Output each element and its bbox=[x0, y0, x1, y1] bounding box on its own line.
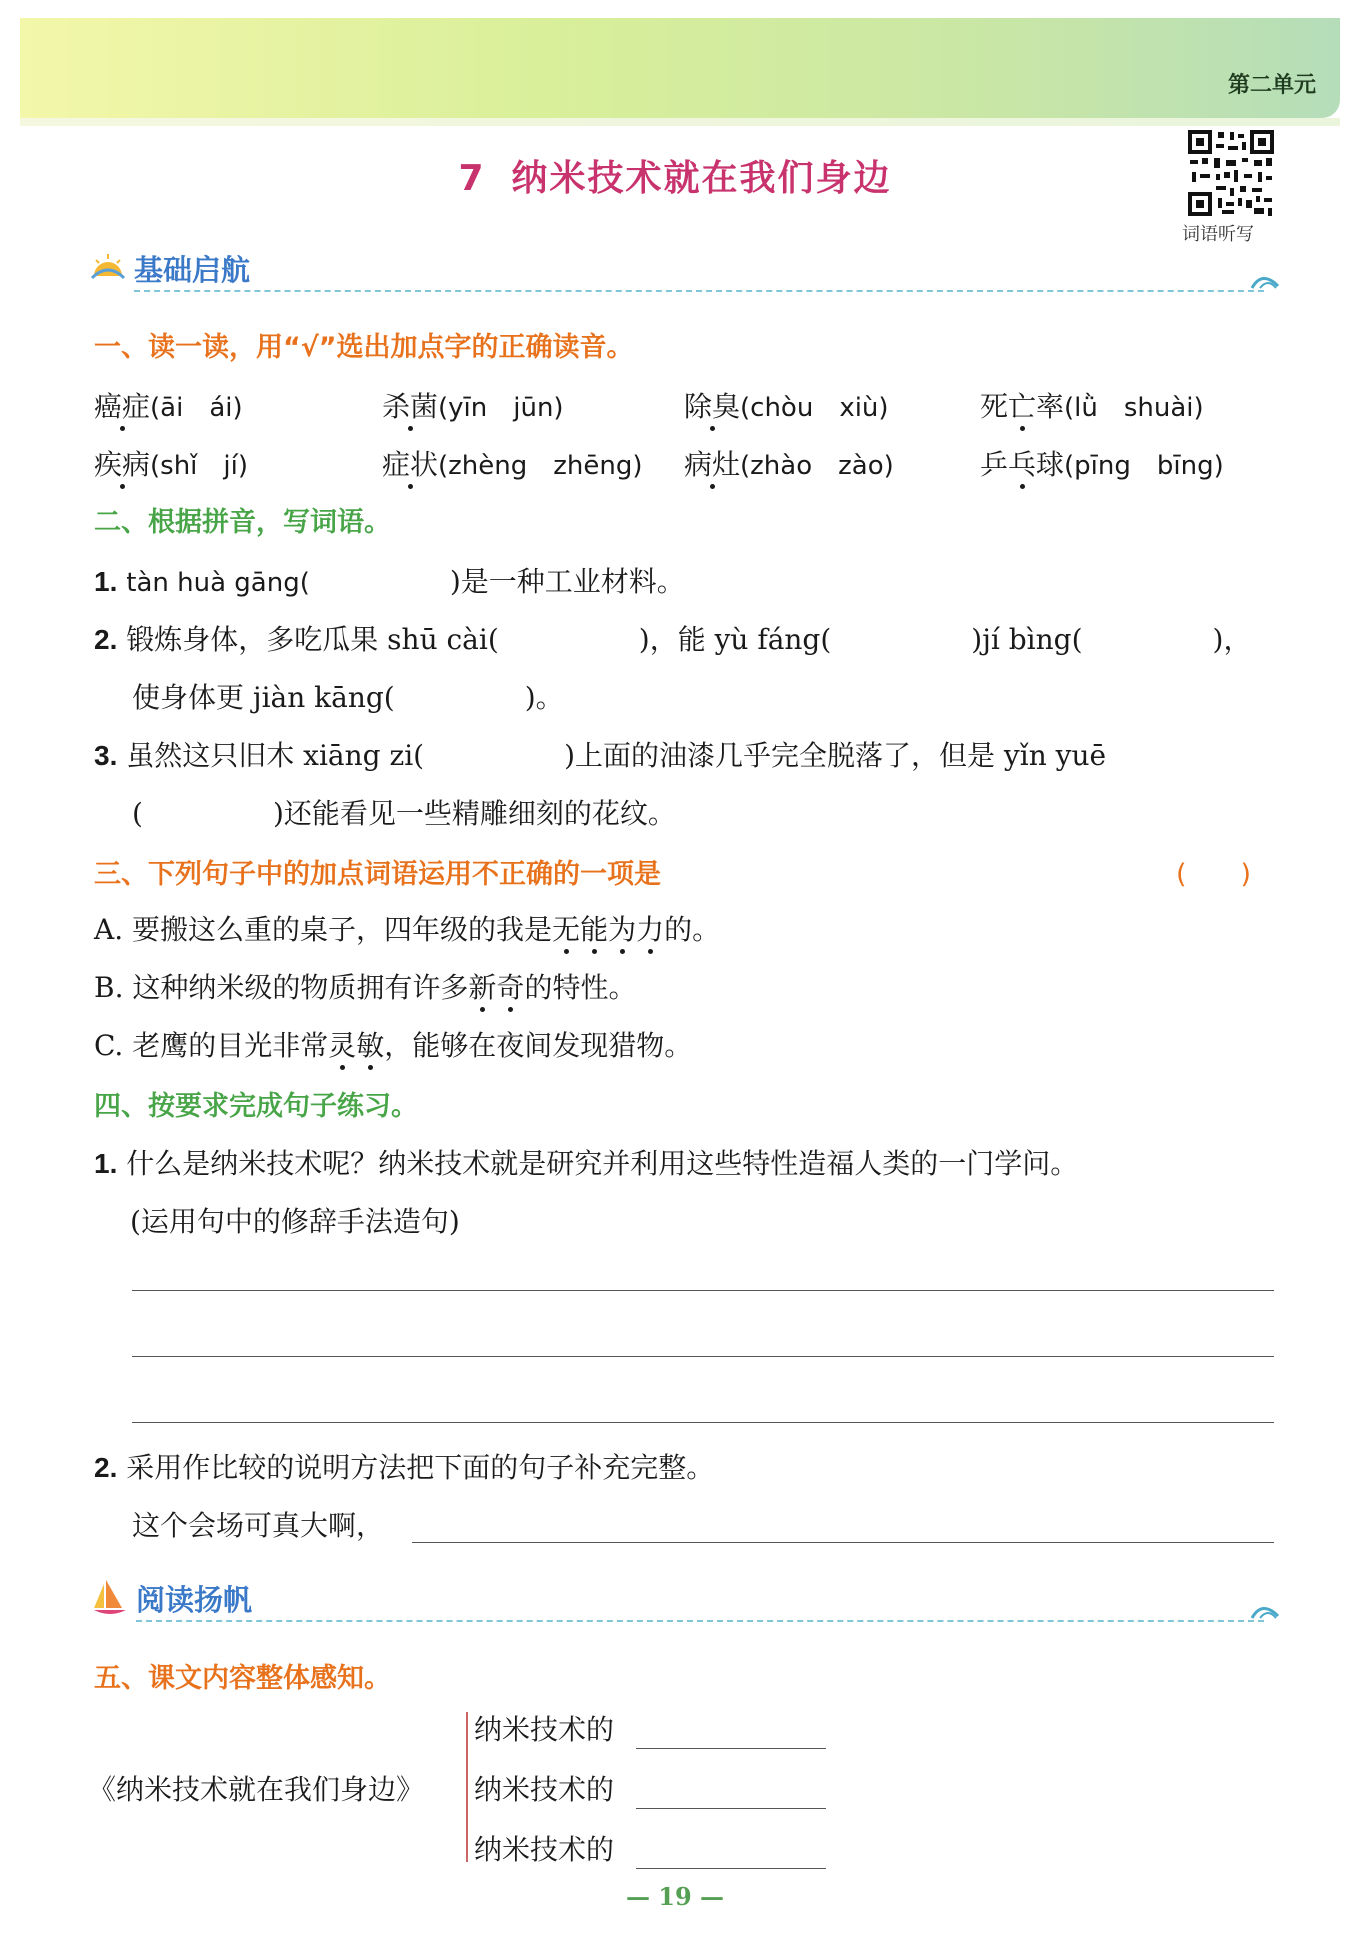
section-divider bbox=[134, 290, 1264, 292]
q1-pinyin-options: (shǐ jí) bbox=[150, 451, 248, 481]
q2-text: )，能 yù fáng( bbox=[638, 623, 832, 656]
q1-item bbox=[382, 385, 564, 425]
lesson-number: 7 bbox=[458, 158, 486, 199]
q4-text: 什么是纳米技术呢？纳米技术就是研究并利用这些特性造福人类的一门学问。 bbox=[126, 1147, 1079, 1180]
q4-title: 四、按要求完成句子练习。 bbox=[94, 1091, 418, 1122]
wave-icon bbox=[1250, 268, 1280, 294]
q1-item bbox=[684, 443, 894, 483]
option-label: B. bbox=[94, 971, 124, 1004]
q1-item bbox=[94, 385, 243, 425]
wave-icon bbox=[1250, 1598, 1280, 1624]
item-number: 2. bbox=[94, 624, 118, 655]
q1-item bbox=[980, 443, 1224, 483]
q3-option-a[interactable] bbox=[94, 908, 720, 948]
answer-line[interactable] bbox=[132, 1290, 1274, 1291]
q3-answer-box[interactable]: ( ) bbox=[1176, 859, 1252, 890]
qr-code-icon[interactable] bbox=[1186, 128, 1276, 218]
item-number: 1. bbox=[94, 1148, 118, 1179]
header-band bbox=[20, 18, 1340, 118]
answer-line[interactable] bbox=[412, 1542, 1274, 1543]
dotted-char: 为 bbox=[608, 913, 637, 946]
dotted-char: 新 bbox=[468, 971, 497, 1004]
q1-item bbox=[94, 443, 248, 483]
q1-pinyin-options: (chòu xiù) bbox=[740, 393, 889, 423]
dotted-word bbox=[468, 971, 524, 1004]
q2-item-3-cont bbox=[132, 792, 676, 832]
item-number: 2. bbox=[94, 1452, 118, 1483]
answer-line[interactable] bbox=[636, 1868, 826, 1869]
dotted-word bbox=[552, 913, 664, 946]
q2-text: )。 bbox=[524, 681, 564, 714]
item-number: 1. bbox=[94, 566, 118, 597]
q2-item-2-cont bbox=[132, 676, 564, 716]
brace bbox=[466, 1712, 468, 1862]
answer-line[interactable] bbox=[636, 1808, 826, 1809]
q2-text: 使身体更 jiàn kāng( bbox=[132, 681, 395, 714]
q2-item-3 bbox=[94, 734, 1106, 774]
q1-word: 癌症 bbox=[94, 390, 151, 423]
q4-item-1-note: (运用句中的修辞手法造句) bbox=[130, 1205, 460, 1238]
page-number: — 19 — bbox=[625, 1882, 725, 1911]
qr-caption: 词语听写 bbox=[1182, 224, 1254, 245]
sun-icon bbox=[90, 250, 126, 290]
q5-title: 五、课文内容整体感知。 bbox=[94, 1663, 391, 1694]
option-text: 这种纳米级的物质拥有许多 bbox=[132, 971, 469, 1004]
q1-title: 一、读一读，用“√”选出加点字的正确读音。 bbox=[94, 332, 634, 363]
q2-item-2 bbox=[94, 618, 1251, 658]
option-text: 的特性。 bbox=[524, 971, 637, 1004]
q5-row-label: 纳米技术的 bbox=[474, 1773, 615, 1806]
q1-word: 病灶 bbox=[684, 448, 741, 481]
section-title-basic: 基础启航 bbox=[134, 253, 251, 287]
q2-text: 锻炼身体，多吃瓜果 shū cài( bbox=[126, 623, 499, 656]
q2-text: )是一种工业材料。 bbox=[449, 565, 685, 598]
q4-item-2-lead: 这个会场可真大啊， bbox=[132, 1509, 385, 1542]
q1-pinyin-options: (zhào zào) bbox=[740, 451, 894, 481]
lesson-title bbox=[0, 150, 1350, 201]
option-label: C. bbox=[94, 1029, 124, 1062]
q2-text: )jí bìng( bbox=[971, 623, 1083, 656]
q5-row-label: 纳米技术的 bbox=[474, 1833, 615, 1866]
dotted-char: 奇 bbox=[496, 971, 525, 1004]
q1-word: 除臭 bbox=[684, 390, 741, 423]
unit-label: 第二单元 bbox=[1227, 72, 1316, 97]
q2-text: )上面的油漆几乎完全脱落了，但是 yǐn yuē bbox=[564, 739, 1107, 772]
q1-word: 乒乓球 bbox=[980, 448, 1065, 481]
lesson-title-text: 纳米技术就在我们身边 bbox=[511, 158, 892, 199]
q4-text: 采用作比较的说明方法把下面的句子补充完整。 bbox=[126, 1451, 715, 1484]
q3-option-b[interactable] bbox=[94, 966, 636, 1006]
sail-icon bbox=[92, 1578, 128, 1622]
q2-text: ( bbox=[132, 797, 143, 830]
item-number: 3. bbox=[94, 740, 118, 771]
answer-line[interactable] bbox=[636, 1748, 826, 1749]
option-text: 要搬这么重的桌子，四年级的我是 bbox=[132, 913, 553, 946]
option-text: 的。 bbox=[664, 913, 721, 946]
book-title: 《纳米技术就在我们身边》 bbox=[88, 1773, 425, 1806]
q2-text: 虽然这只旧木 xiāng zi( bbox=[126, 739, 425, 772]
option-text: ，能够在夜间发现猎物。 bbox=[384, 1029, 693, 1062]
section-title-reading: 阅读扬帆 bbox=[136, 1583, 253, 1617]
answer-line[interactable] bbox=[132, 1422, 1274, 1423]
q2-text: tàn huà gāng( bbox=[126, 568, 310, 598]
q1-word: 疾病 bbox=[94, 448, 151, 481]
dotted-char: 敏 bbox=[356, 1029, 385, 1062]
q1-item bbox=[382, 443, 643, 483]
answer-line[interactable] bbox=[132, 1356, 1274, 1357]
dotted-word bbox=[328, 1029, 384, 1062]
dotted-char: 力 bbox=[636, 913, 665, 946]
q3-title: 三、下列句子中的加点词语运用不正确的一项是 bbox=[94, 859, 661, 890]
q1-item bbox=[684, 385, 889, 425]
q1-pinyin-options: (āi ái) bbox=[150, 393, 243, 423]
q1-pinyin-options: (yīn jūn) bbox=[438, 393, 564, 423]
option-label: A. bbox=[94, 913, 124, 946]
q1-word: 死亡率 bbox=[980, 390, 1065, 423]
q2-text: )还能看见一些精雕细刻的花纹。 bbox=[272, 797, 676, 830]
option-text: 老鹰的目光非常 bbox=[132, 1029, 329, 1062]
q2-title: 二、根据拼音，写词语。 bbox=[94, 507, 391, 538]
q1-word: 症状 bbox=[382, 448, 439, 481]
q1-item bbox=[980, 385, 1204, 425]
q3-option-c[interactable] bbox=[94, 1024, 692, 1064]
q1-word: 杀菌 bbox=[382, 390, 439, 423]
q5-row-label: 纳米技术的 bbox=[474, 1713, 615, 1746]
section-divider bbox=[136, 1620, 1264, 1622]
dotted-char: 能 bbox=[580, 913, 609, 946]
q2-item-1 bbox=[94, 560, 685, 600]
q4-item-1 bbox=[94, 1142, 1078, 1182]
dotted-char: 灵 bbox=[328, 1029, 357, 1062]
q2-text: )， bbox=[1212, 623, 1252, 656]
dotted-char: 无 bbox=[552, 913, 581, 946]
q1-pinyin-options: (zhèng zhēng) bbox=[438, 451, 643, 481]
q1-pinyin-options: (lǜ shuài) bbox=[1064, 393, 1204, 423]
q4-item-2 bbox=[94, 1446, 714, 1486]
q1-pinyin-options: (pīng bīng) bbox=[1064, 451, 1224, 481]
